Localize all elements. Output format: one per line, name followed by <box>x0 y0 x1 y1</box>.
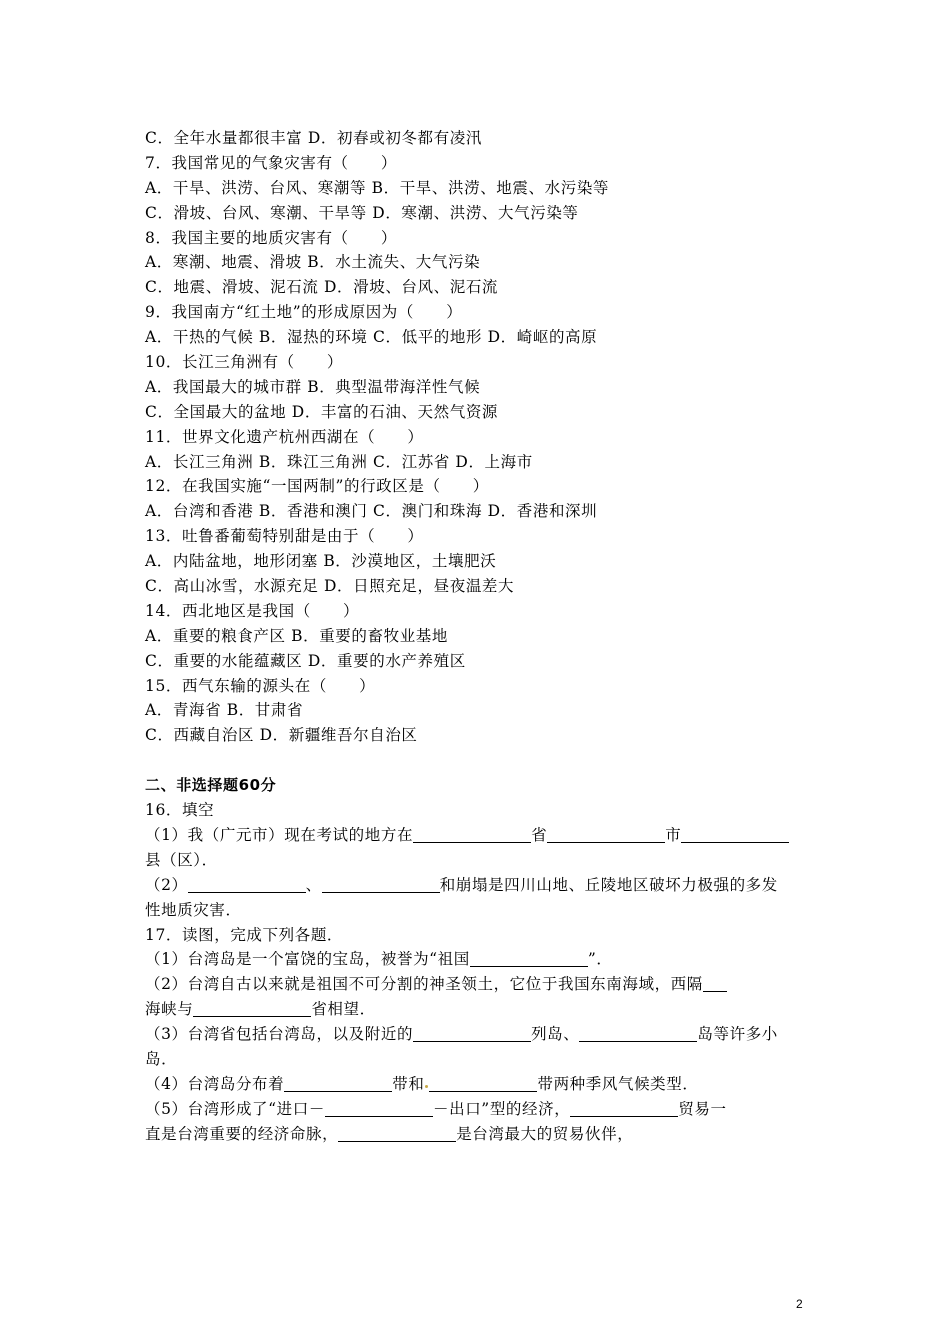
text: 直是台湾重要的经济命脉， <box>145 1124 339 1143</box>
fill-blank[interactable] <box>681 826 789 843</box>
text: （1）我（广元市）现在考试的地方在 <box>145 825 414 844</box>
question-17-part-3-cont: 岛． <box>145 1049 178 1068</box>
mc-line-q7-ab: A．干旱、洪涝、台风、寒潮等 B．干旱、洪涝、地震、水污染等 <box>145 178 610 197</box>
fill-blank[interactable] <box>322 876 440 893</box>
mc-line-q10-cd: C．全国最大的盆地 D．丰富的石油、天然气资源 <box>145 402 499 421</box>
section-heading: 二、非选择题60分 <box>145 776 277 795</box>
question-16-part-2 <box>145 873 810 898</box>
fill-blank[interactable] <box>547 826 665 843</box>
mc-line-q14-cd: C．重要的水能蕴藏区 D．重要的水产养殖区 <box>145 651 466 670</box>
question-17-title: 17．读图，完成下列各题． <box>145 925 344 944</box>
fill-blank[interactable] <box>284 1075 392 1092</box>
question-16-part-1-cont: 县（区）． <box>145 850 218 869</box>
mc-line-q12-abcd: A．台湾和香港 B．香港和澳门 C．澳门和珠海 D．香港和深圳 <box>145 502 598 521</box>
page-number: 2 <box>796 1297 803 1311</box>
text: 省 <box>531 825 548 844</box>
mc-line-q8-ab: A．寒潮、地震、滑坡 B．水土流失、大气污染 <box>145 253 481 272</box>
question-17-part-3 <box>145 1022 810 1047</box>
question-17-part-2-cont <box>145 997 810 1022</box>
question-17-part-2 <box>145 972 810 997</box>
question-16-part-2-cont: 性地质灾害． <box>145 900 242 919</box>
text: 列岛、 <box>531 1025 580 1044</box>
mc-line-opt-6cd: C．全年水量都很丰富 D．初春或初冬都有凌汛 <box>145 129 482 147</box>
fill-blank[interactable] <box>579 1025 697 1042</box>
mc-line-q9: 9．我国南方“红土地”的形成原因为（ ） <box>145 303 463 322</box>
text: 和崩塌是四川山地、丘陵地区破坏力极强的多发 <box>439 875 778 894</box>
question-16-part-1 <box>145 823 810 848</box>
fill-blank[interactable] <box>193 1000 311 1017</box>
section-gap <box>145 748 810 773</box>
mc-line-q14-ab: A．重要的粮食产区 B．重要的畜牧业基地 <box>145 626 449 645</box>
mc-line-q7: 7．我国常见的气象灾害有（ ） <box>145 153 397 172</box>
text: （2） <box>145 875 188 894</box>
mc-line-q7-cd: C．滑坡、台风、寒潮、干旱等 D．寒潮、洪涝、大气污染等 <box>145 203 579 222</box>
stray-mark <box>425 1085 428 1088</box>
mc-line-q13: 13．吐鲁番葡萄特别甜是由于（ ） <box>145 527 424 546</box>
fill-blank[interactable] <box>188 876 306 893</box>
fill-blank[interactable] <box>325 1100 433 1117</box>
mc-line-q13-ab: A．内陆盆地，地形闭塞 B．沙漠地区，土壤肥沃 <box>145 552 497 571</box>
text: 带两种季风气候类型． <box>537 1074 699 1093</box>
fill-blank[interactable] <box>703 975 727 992</box>
text: 岛等许多小 <box>697 1025 778 1044</box>
mc-line-q14: 14．西北地区是我国（ ） <box>145 601 360 620</box>
fill-blank[interactable] <box>429 1075 537 1092</box>
fill-blank[interactable] <box>413 826 531 843</box>
mc-line-q10-ab: A．我国最大的城市群 B．典型温带海洋性气候 <box>145 377 481 396</box>
text: －出口”型的经济， <box>433 1099 571 1118</box>
text: 带和 <box>392 1074 425 1093</box>
fill-blank[interactable] <box>413 1025 531 1042</box>
question-17-part-1 <box>145 947 810 972</box>
text: （5）台湾形成了“进口－ <box>145 1099 325 1118</box>
exam-content <box>145 126 810 1147</box>
fill-blank[interactable] <box>470 950 588 967</box>
text: （1）台湾岛是一个富饶的宝岛，被誉为“祖国 <box>145 950 470 969</box>
text: （3）台湾省包括台湾岛，以及附近的 <box>145 1025 414 1044</box>
mc-line-q9-abcd: A．干热的气候 B．湿热的环境 C．低平的地形 D．崎岖的高原 <box>145 328 598 347</box>
mc-line-q12: 12．在我国实施“一国两制”的行政区是（ ） <box>145 477 489 496</box>
text: （4）台湾岛分布着 <box>145 1074 285 1093</box>
question-17-part-4 <box>145 1072 810 1097</box>
mc-line-q15-ab: A．青海省 B．甘肃省 <box>145 701 304 720</box>
text: 是台湾最大的贸易伙伴， <box>456 1124 634 1143</box>
mc-line-q15: 15．西气东输的源头在（ ） <box>145 676 376 695</box>
text: 贸易一 <box>678 1099 727 1118</box>
fill-blank[interactable] <box>338 1125 456 1142</box>
text: 市 <box>665 825 682 844</box>
mc-line-q11-abcd: A．长江三角洲 B．珠江三角洲 C．江苏省 D．上海市 <box>145 452 533 471</box>
text: （2）台湾自古以来就是祖国不可分割的神圣领土，它位于我国东南海域，西隔 <box>145 975 703 994</box>
text: 海峡与 <box>145 1000 194 1019</box>
mc-line-q8: 8．我国主要的地质灾害有（ ） <box>145 228 397 247</box>
mc-line-q10: 10．长江三角洲有（ ） <box>145 353 344 372</box>
text: 省相望． <box>311 1000 376 1019</box>
multiple-choice-section <box>145 126 810 748</box>
mc-line-q8-cd: C．地震、滑坡、泥石流 D．滑坡、台风、泥石流 <box>145 278 499 297</box>
mc-line-q11: 11．世界文化遗产杭州西湖在（ ） <box>145 427 424 446</box>
text: 、 <box>305 875 322 894</box>
question-17-part-5 <box>145 1097 810 1122</box>
text: ”． <box>587 950 613 969</box>
mc-line-q15-cd: C．西藏自治区 D．新疆维吾尔自治区 <box>145 726 418 745</box>
question-16-title: 16．填空 <box>145 801 215 820</box>
question-17-part-5-cont <box>145 1122 810 1147</box>
fill-blank[interactable] <box>570 1100 678 1117</box>
mc-line-q13-cd: C．高山冰雪，水源充足 D．日照充足，昼夜温差大 <box>145 577 515 596</box>
